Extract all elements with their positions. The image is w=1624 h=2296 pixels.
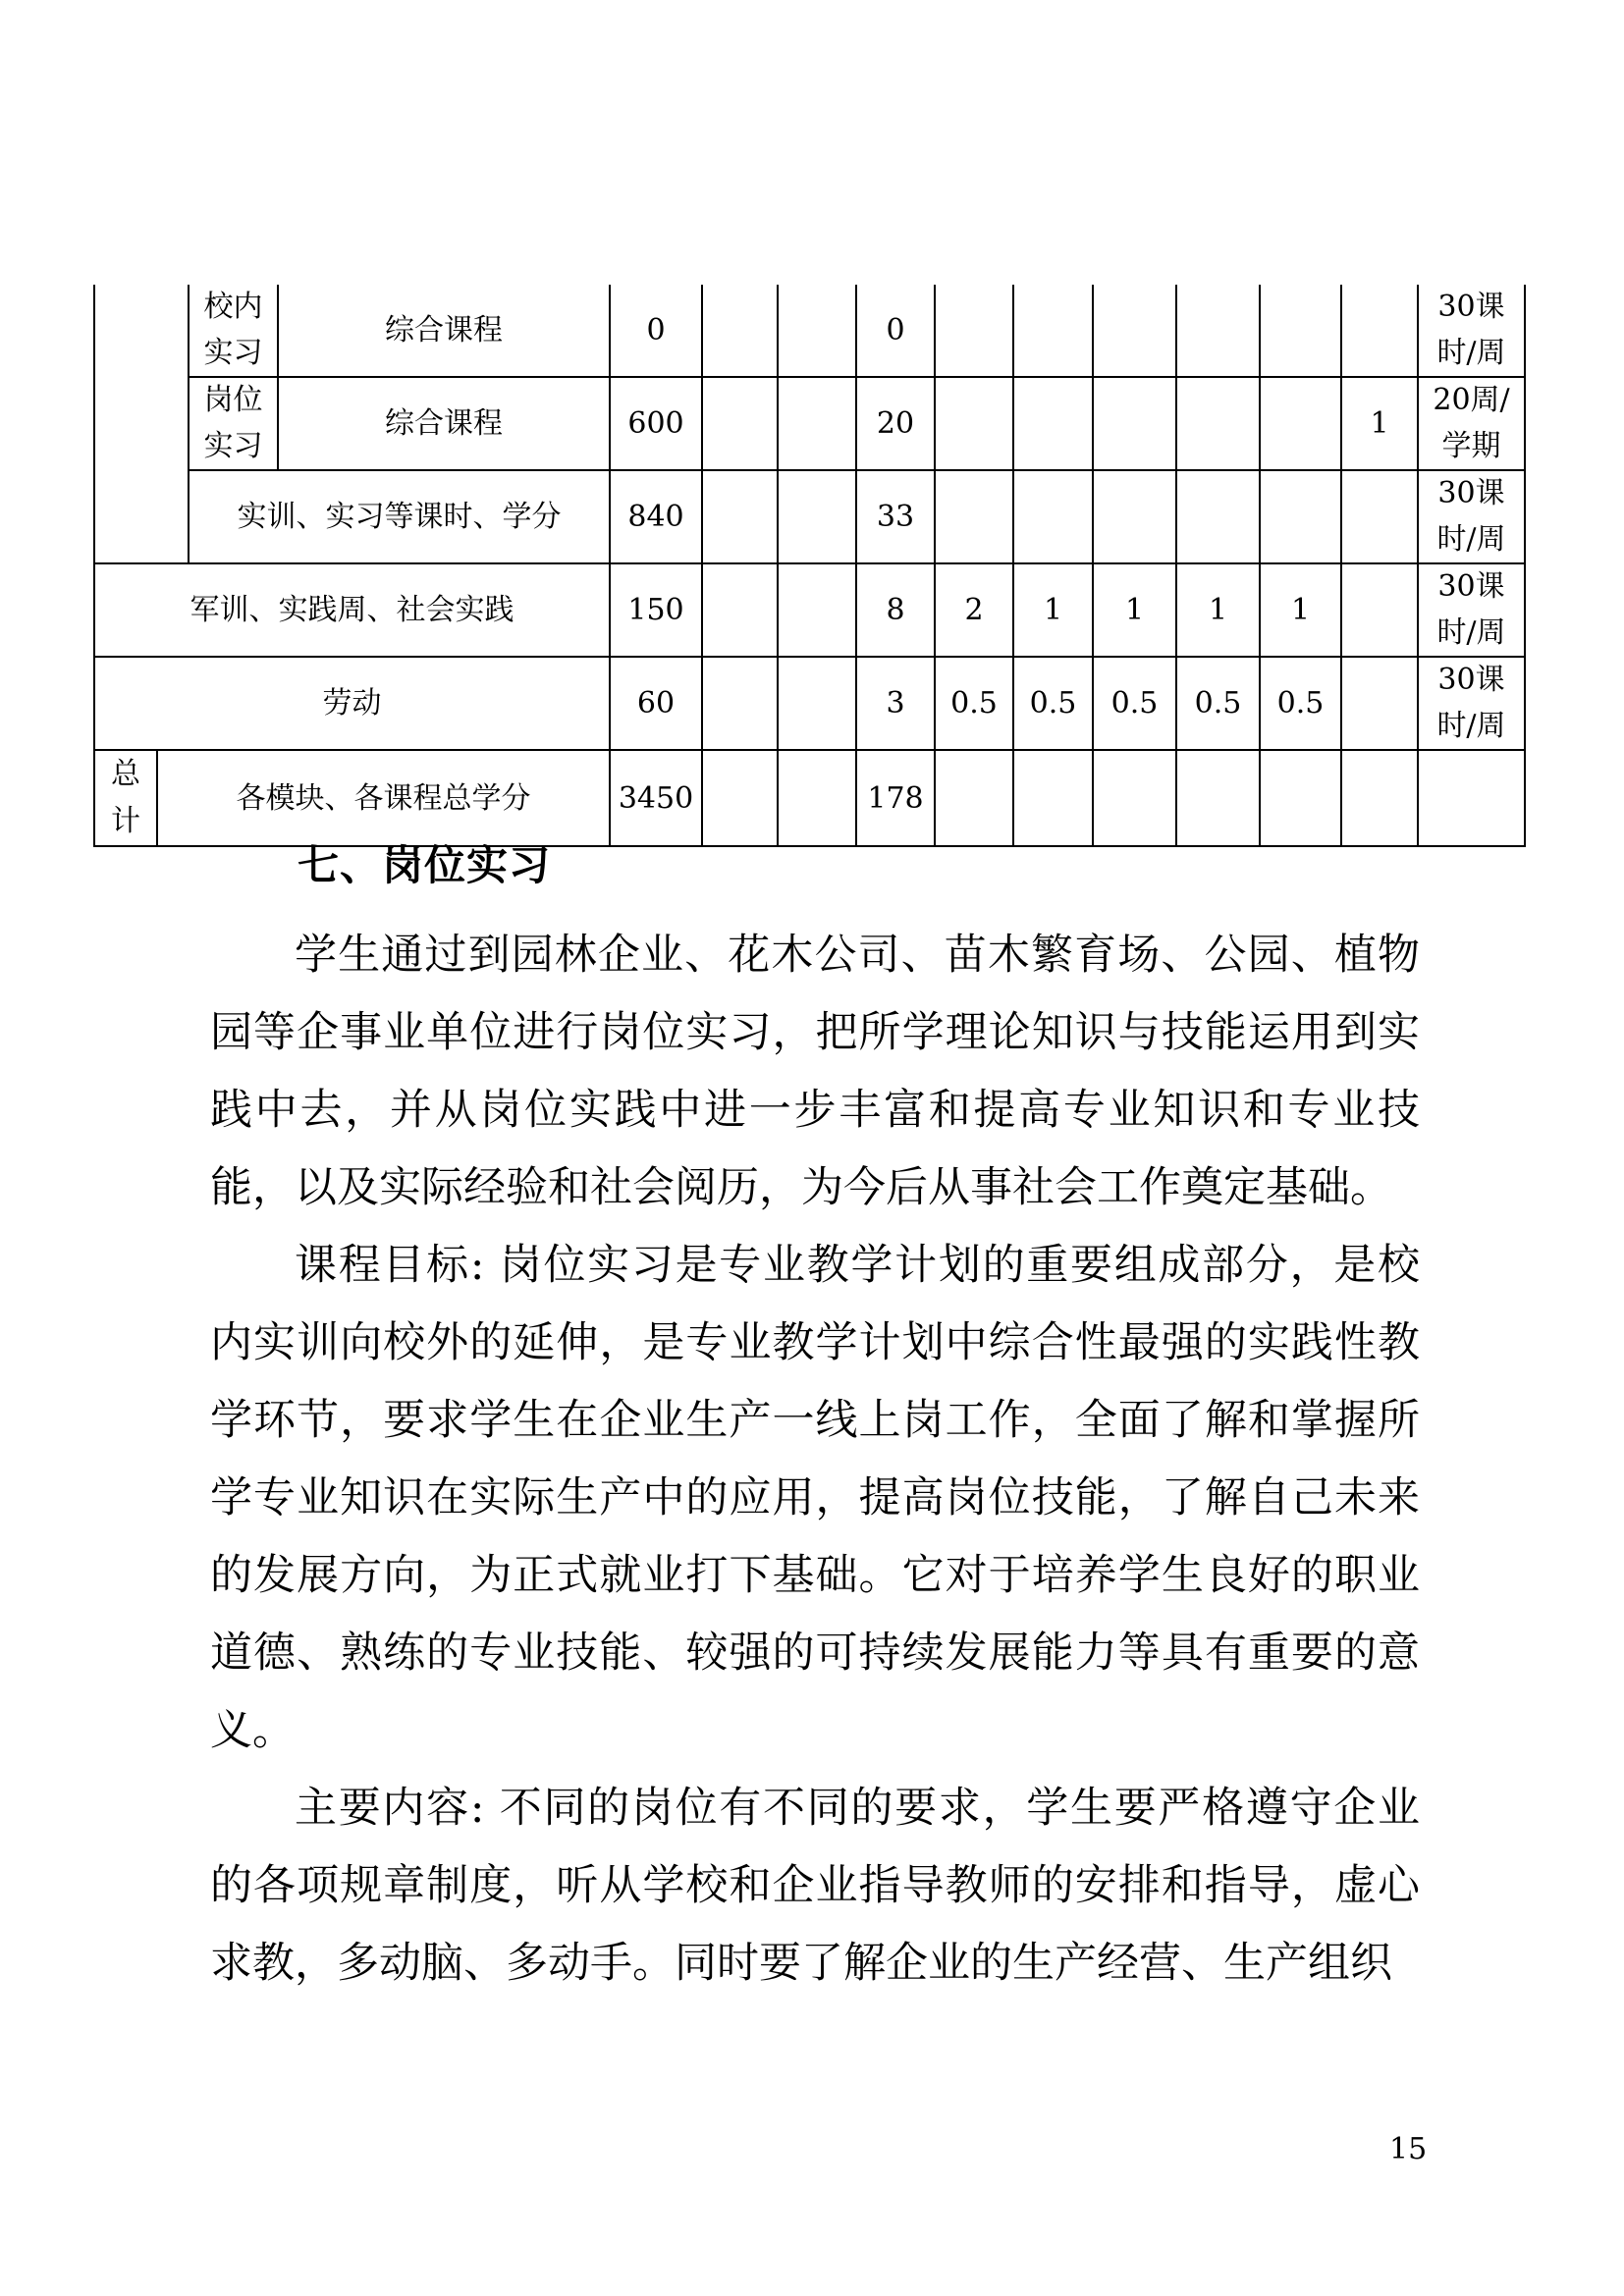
- remark-text: 20周/学期: [1433, 383, 1510, 463]
- semester-5-cell: 1: [1260, 563, 1341, 657]
- semester-3-cell: 0.5: [1093, 657, 1176, 750]
- course-cell: 综合课程: [278, 377, 610, 470]
- hours-cell: 3450: [610, 750, 702, 846]
- empty-cell: [702, 657, 778, 750]
- semester-6-cell: [1341, 657, 1418, 750]
- hours-cell: 840: [610, 470, 702, 563]
- hours-cell: 0: [610, 285, 702, 377]
- category-cell-empty: [94, 285, 189, 563]
- curriculum-summary-table: [93, 285, 1526, 847]
- paragraph-course-objectives: 课程目标: 岗位实习是专业教学计划的重要组成部分，是校内实训向校外的延伸，是专业教学计划中综合性最强的实践性教学环节，要求学生在企业生产一线上岗工作，全面了解和掌握所学专业知识在实际生产中的应用，提高岗位技能，了解自己未来的发展方向，为正式就业打下基础。它对于培养学生良好的职业道德、熟练的专业技能、较强的可持续发展能力等具有重要的意义。: [210, 1241, 1420, 1755]
- semester-3-cell: [1093, 285, 1176, 377]
- empty-cell: [702, 750, 778, 846]
- credits-cell: 20: [856, 377, 935, 470]
- semester-6-cell: [1341, 750, 1418, 846]
- empty-cell: [702, 285, 778, 377]
- semester-4-cell: 0.5: [1176, 657, 1260, 750]
- sub-label-cell: [189, 285, 278, 377]
- table-row-military-training: [94, 563, 1525, 657]
- semester-1-cell: 2: [935, 563, 1013, 657]
- semester-5-cell: [1260, 470, 1341, 563]
- semester-1-cell: [935, 470, 1013, 563]
- empty-cell: [702, 563, 778, 657]
- row-head-text: 总计: [111, 757, 140, 838]
- semester-2-cell: 1: [1013, 563, 1093, 657]
- remark-text: 30课时/周: [1436, 290, 1506, 370]
- credits-cell: 33: [856, 470, 935, 563]
- remark-cell: [1418, 750, 1525, 846]
- semester-5-cell: [1260, 377, 1341, 470]
- semester-2-cell: [1013, 285, 1093, 377]
- semester-4-cell: [1176, 750, 1260, 846]
- semester-1-cell: 0.5: [935, 657, 1013, 750]
- row-label-cell: 各模块、各课程总学分: [157, 750, 610, 846]
- credits-cell: 8: [856, 563, 935, 657]
- sub-label-text: 校内实习: [203, 290, 263, 370]
- semester-4-cell: [1176, 377, 1260, 470]
- row-label-cell: 劳动: [94, 657, 610, 750]
- body-text-block: [210, 917, 1420, 2002]
- empty-cell: [778, 377, 856, 470]
- row-head-cell: [94, 750, 157, 846]
- empty-cell: [702, 377, 778, 470]
- remark-text: 30课时/周: [1436, 663, 1506, 743]
- paragraph-main-content: 主要内容: 不同的岗位有不同的要求，学生要严格遵守企业的各项规章制度，听从学校和企业指导教师的安排和指导，虚心求教，多动脑、多动手。同时要了解企业的生产经营、生产组织: [210, 1784, 1420, 1988]
- sub-label-text: 岗位实习: [203, 383, 263, 463]
- semester-2-cell: [1013, 470, 1093, 563]
- credits-cell: 178: [856, 750, 935, 846]
- empty-cell: [702, 470, 778, 563]
- table-row-practice-subtotal: [94, 470, 1525, 563]
- hours-cell: 150: [610, 563, 702, 657]
- semester-1-cell: [935, 750, 1013, 846]
- empty-cell: [778, 285, 856, 377]
- section-title: 七、岗位实习: [298, 841, 552, 889]
- page-number: 15: [1389, 2132, 1428, 2166]
- table-row-grand-total: [94, 750, 1525, 846]
- hours-cell: 600: [610, 377, 702, 470]
- semester-2-cell: [1013, 750, 1093, 846]
- empty-cell: [778, 470, 856, 563]
- semester-2-cell: 0.5: [1013, 657, 1093, 750]
- row-label-cell: 实训、实习等课时、学分: [189, 470, 610, 563]
- semester-6-cell: 1: [1341, 377, 1418, 470]
- semester-6-cell: [1341, 470, 1418, 563]
- table-row-post-practice: [94, 377, 1525, 470]
- paragraph-intro: 学生通过到园林企业、花木公司、苗木繁育场、公园、植物园等企事业单位进行岗位实习，把所学理论知识与技能运用到实践中去，并从岗位实践中进一步丰富和提高专业知识和专业技能，以及实际经验和社会阅历，为今后从事社会工作奠定基础。: [210, 931, 1420, 1212]
- semester-4-cell: [1176, 470, 1260, 563]
- sub-label-cell: [189, 377, 278, 470]
- semester-3-cell: [1093, 750, 1176, 846]
- remark-cell: [1418, 563, 1525, 657]
- semester-5-cell: 0.5: [1260, 657, 1341, 750]
- semester-3-cell: [1093, 377, 1176, 470]
- hours-cell: 60: [610, 657, 702, 750]
- table-row-labor: [94, 657, 1525, 750]
- remark-cell: [1418, 470, 1525, 563]
- remark-cell: [1418, 377, 1525, 470]
- empty-cell: [778, 657, 856, 750]
- semester-6-cell: [1341, 285, 1418, 377]
- semester-1-cell: [935, 285, 1013, 377]
- empty-cell: [778, 750, 856, 846]
- semester-5-cell: [1260, 285, 1341, 377]
- remark-text: 30课时/周: [1436, 476, 1506, 557]
- row-label-cell: 军训、实践周、社会实践: [94, 563, 610, 657]
- semester-6-cell: [1341, 563, 1418, 657]
- semester-2-cell: [1013, 377, 1093, 470]
- semester-4-cell: [1176, 285, 1260, 377]
- semester-3-cell: 1: [1093, 563, 1176, 657]
- credits-cell: 0: [856, 285, 935, 377]
- remark-cell: [1418, 285, 1525, 377]
- remark-text: 30课时/周: [1436, 569, 1506, 650]
- empty-cell: [778, 563, 856, 657]
- credits-cell: 3: [856, 657, 935, 750]
- semester-1-cell: [935, 377, 1013, 470]
- table-row-campus-practice: [94, 285, 1525, 377]
- remark-cell: [1418, 657, 1525, 750]
- course-cell: 综合课程: [278, 285, 610, 377]
- semester-5-cell: [1260, 750, 1341, 846]
- semester-4-cell: 1: [1176, 563, 1260, 657]
- semester-3-cell: [1093, 470, 1176, 563]
